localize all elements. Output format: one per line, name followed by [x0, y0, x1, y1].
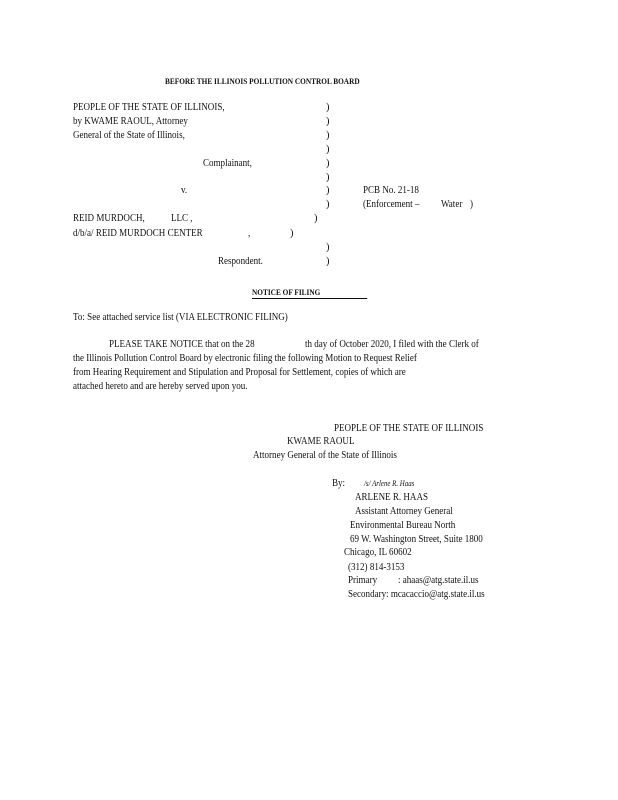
- case-type-close: ): [470, 199, 474, 210]
- caption-paren: ): [326, 242, 330, 253]
- body-line-2: the Illinois Pollution Control Board by electronic filing the following Motion to Request Relief: [73, 353, 417, 364]
- caption-paren: ): [326, 172, 330, 183]
- signer-name: ARLENE R. HAAS: [355, 492, 429, 503]
- signature-ag-title: Attorney General of the State of Illinois: [253, 450, 397, 461]
- respondent-label: Respondent.: [218, 256, 263, 267]
- caption-paren: ): [326, 130, 330, 141]
- caption-paren: ): [326, 116, 330, 127]
- body-line-3: from Hearing Requirement and Stipulation and Proposal for Settlement, copies of which are: [73, 367, 406, 378]
- caption-paren: ): [314, 213, 318, 224]
- case-type: (Enforcement –: [363, 199, 420, 210]
- signer-phone: (312) 814-3153: [348, 562, 405, 573]
- caption-paren: ): [326, 102, 330, 113]
- caption-paren: ): [326, 256, 330, 267]
- caption-paren: ): [326, 144, 330, 155]
- notice-title: NOTICE OF FILING: [252, 286, 367, 299]
- signer-bureau: Environmental Bureau North: [350, 520, 456, 531]
- signature-ag-name: KWAME RAOUL: [287, 436, 355, 447]
- complainant-label: Complainant,: [203, 158, 252, 169]
- electronic-signature: /s/ Arlene R. Haas: [364, 479, 415, 488]
- case-type-water: Water: [441, 199, 463, 210]
- complainant-line-1: PEOPLE OF THE STATE OF ILLINOIS,: [73, 102, 225, 113]
- body-line-1a: PLEASE TAKE NOTICE that on the 28: [109, 339, 255, 350]
- case-number: PCB No. 21-18: [363, 185, 419, 196]
- signature-party: PEOPLE OF THE STATE OF ILLINOIS: [334, 423, 484, 434]
- body-line-4: attached hereto and are hereby served upon you.: [73, 381, 248, 392]
- board-title: BEFORE THE ILLINOIS POLLUTION CONTROL BOARD: [165, 76, 360, 86]
- signer-title: Assistant Attorney General: [355, 506, 453, 517]
- respondent-line-1: REID MURDOCH,: [73, 213, 145, 224]
- caption-paren: ): [326, 185, 330, 196]
- primary-email-label: Primary: [348, 575, 378, 586]
- secondary-email: Secondary: mcacaccio@atg.state.il.us: [348, 589, 485, 600]
- to-line: To: See attached service list (VIA ELECTRONIC FILING): [73, 312, 288, 323]
- versus: v.: [181, 185, 188, 196]
- signer-street: 69 W. Washington Street, Suite 1800: [350, 534, 483, 545]
- signer-city: Chicago, IL 60602: [344, 547, 412, 558]
- body-line-1b: th day of October 2020, I filed with the Clerk of: [305, 339, 479, 350]
- by-label: By:: [332, 478, 346, 489]
- complainant-line-2: by KWAME RAOUL, Attorney: [73, 116, 188, 127]
- primary-email: : ahaas@atg.state.il.us: [398, 575, 479, 586]
- caption-paren: ): [290, 228, 294, 239]
- respondent-llc: LLC ,: [171, 213, 193, 224]
- respondent-comma: ,: [248, 228, 251, 239]
- caption-paren: ): [326, 158, 330, 169]
- complainant-line-3: General of the State of Illinois,: [73, 130, 185, 141]
- caption-paren: ): [326, 199, 330, 210]
- respondent-line-2: d/b/a/ REID MURDOCH CENTER: [73, 228, 203, 239]
